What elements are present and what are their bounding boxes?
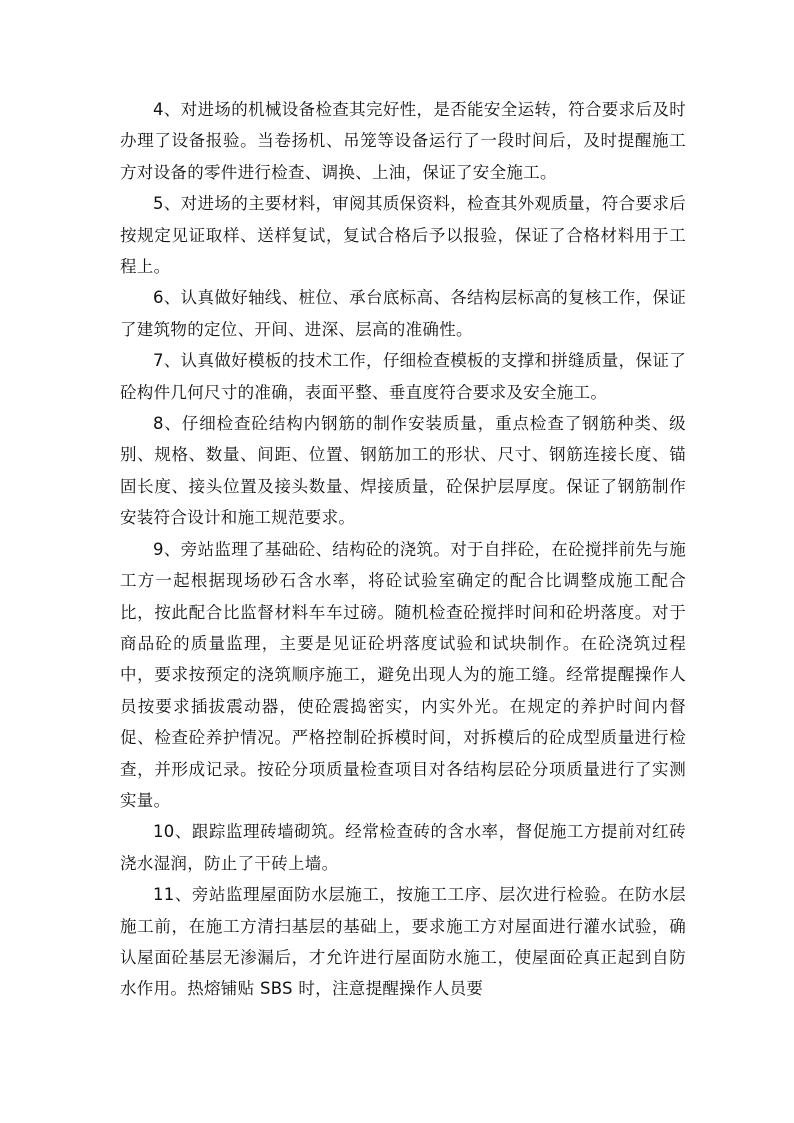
paragraph-item-11: 11、旁站监理屋面防水层施工，按施工工序、层次进行检验。在防水层施工前，在施工方清扫基层的基础上，要求施工方对屋面进行灌水试验，确认屋面砼基层无渗漏后，才允许进行屋面防水施工，使屋面砼真正起到自防水作用。热熔铺贴 SBS 时，注意提醒操作人员要 xyxy=(120,885,686,999)
paragraph-item-4: 4、对进场的机械设备检查其完好性，是否能安全运转，符合要求后及时办理了设备报验。当卷扬机、吊笼等设备运行了一段时间后，及时提醒施工方对设备的零件进行检查、调换、上油，保证了安全施工。 xyxy=(120,100,686,182)
paragraph-item-9: 9、旁站监理了基础砼、结构砼的浇筑。对于自拌砼，在砼搅拌前先与施工方一起根据现场砂石含水率，将砼试验室确定的配合比调整成施工配合比，按此配合比监督材料车车过磅。随机检查砼搅拌时间和砼坍落度。对于商品砼的质量监理，主要是见证砼坍落度试验和试块制作。在砼浇筑过程中，要求按预定的浇筑顺序施工，避免出现人为的施工缝。经常提醒操作人员按要求插拔震动器，使砼震捣密实，内实外光。在规定的养护时间内督促、检查砼养护情况。严格控制砼拆模时间，对拆模后的砼成型质量进行检查，并形成记录。按砼分项质量检查项目对各结构层砼分项质量进行了实测实量。 xyxy=(120,539,686,810)
document-body xyxy=(120,94,686,1005)
paragraph-item-7: 7、认真做好模板的技术工作，仔细检查模板的支撑和拼缝质量，保证了砼构件几何尺寸的准确，表面平整、垂直度符合要求及安全施工。 xyxy=(120,351,686,402)
paragraph-item-6: 6、认真做好轴线、桩位、承台底标高、各结构层标高的复核工作，保证了建筑物的定位、开间、进深、层高的准确性。 xyxy=(120,288,686,339)
paragraph-item-8: 8、仔细检查砼结构内钢筋的制作安装质量，重点检查了钢筋种类、级别、规格、数量、间距、位置、钢筋加工的形状、尺寸、钢筋连接长度、锚固长度、接头位置及接头数量、焊接质量，砼保护层厚度。保证了钢筋制作安装符合设计和施工规范要求。 xyxy=(120,414,686,528)
paragraph-item-5: 5、对进场的主要材料，审阅其质保资料，检查其外观质量，符合要求后按规定见证取样、送样复试，复试合格后予以报验，保证了合格材料用于工程上。 xyxy=(120,194,686,277)
paragraph-item-10: 10、跟踪监理砖墙砌筑。经常检查砖的含水率，督促施工方提前对红砖浇水湿润，防止了干砖上墙。 xyxy=(120,822,686,873)
